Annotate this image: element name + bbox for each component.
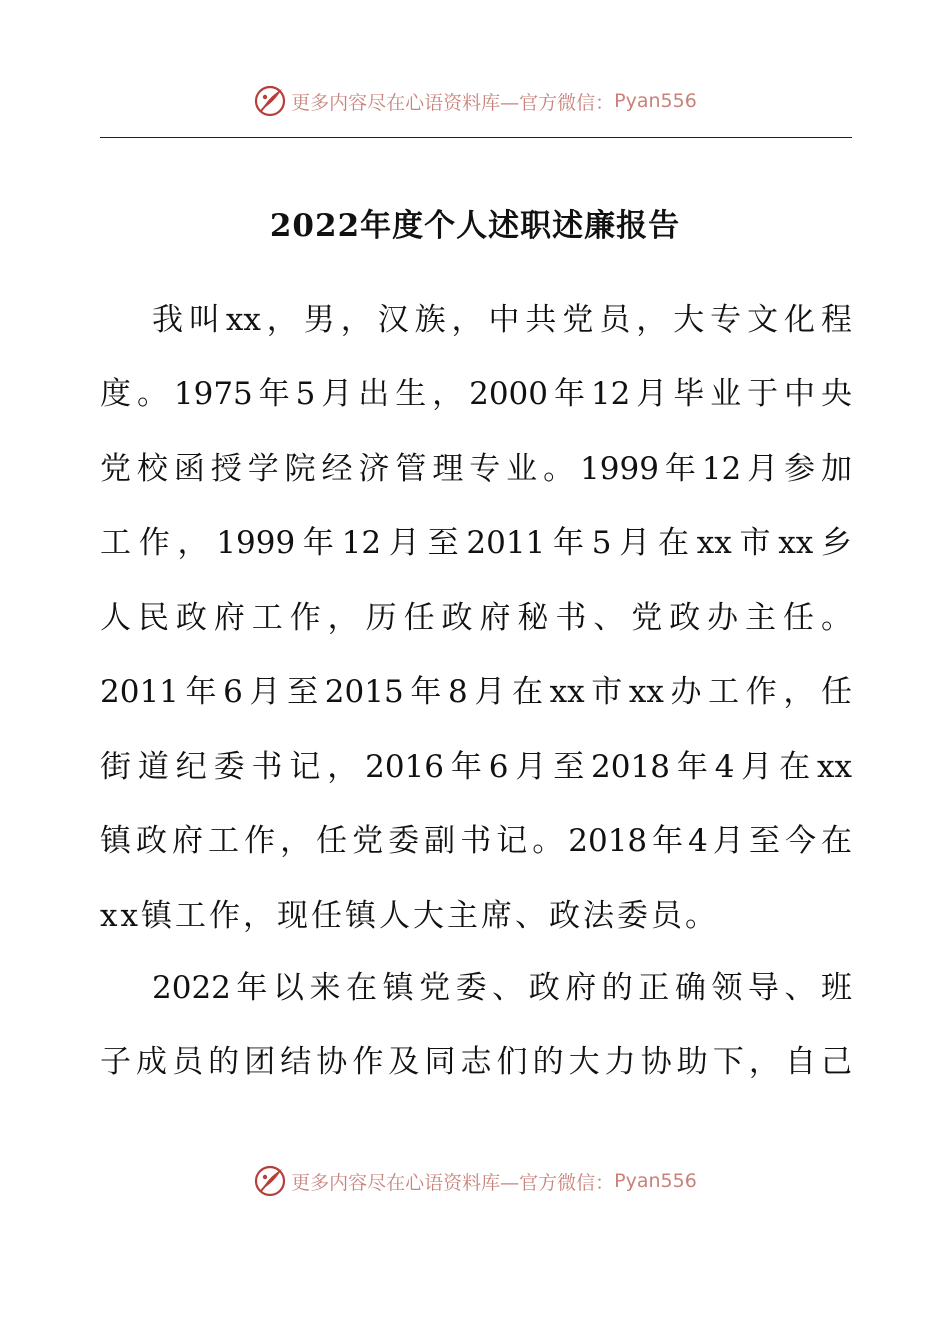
watermark-wechat-id: Pyan556 [614, 90, 697, 112]
watermark-text: 更多内容尽在心语资料库—官方微信： [291, 91, 615, 114]
body-line: 2022年以来在镇党委、政府的正确领导、班 [152, 970, 852, 1006]
body-line: 度。1975年5月出生，2000年12月毕业于中央 [100, 376, 852, 412]
quill-logo-icon [253, 84, 287, 118]
body-line: 镇政府工作，任党委副书记。2018年4月至今在 [100, 823, 852, 859]
header-divider [100, 137, 852, 138]
body-line: 人民政府工作，历任政府秘书、党政办主任。 [100, 600, 852, 636]
watermark-wechat-id: Pyan556 [614, 1170, 697, 1192]
body-line: 我叫xx，男，汉族，中共党员，大专文化程 [152, 302, 852, 338]
body-line: xx镇工作，现任镇人大主席、政法委员。 [100, 898, 719, 934]
watermark-text: 更多内容尽在心语资料库—官方微信： [291, 1171, 615, 1194]
body-line: 工作，1999年12月至2011年5月在xx市xx乡 [100, 525, 852, 561]
document-title: 2022年度个人述职述廉报告 [269, 208, 681, 244]
header-watermark [0, 84, 950, 118]
body-line: 街道纪委书记，2016年6月至2018年4月在xx [100, 749, 852, 785]
body-line: 子成员的团结协作及同志们的大力协助下，自己 [100, 1044, 852, 1080]
body-line: 党校函授学院经济管理专业。1999年12月参加 [100, 451, 852, 487]
footer-watermark [0, 1164, 950, 1198]
quill-logo-icon [253, 1164, 287, 1198]
body-line: 2011年6月至2015年8月在xx市xx办工作，任 [100, 674, 852, 710]
